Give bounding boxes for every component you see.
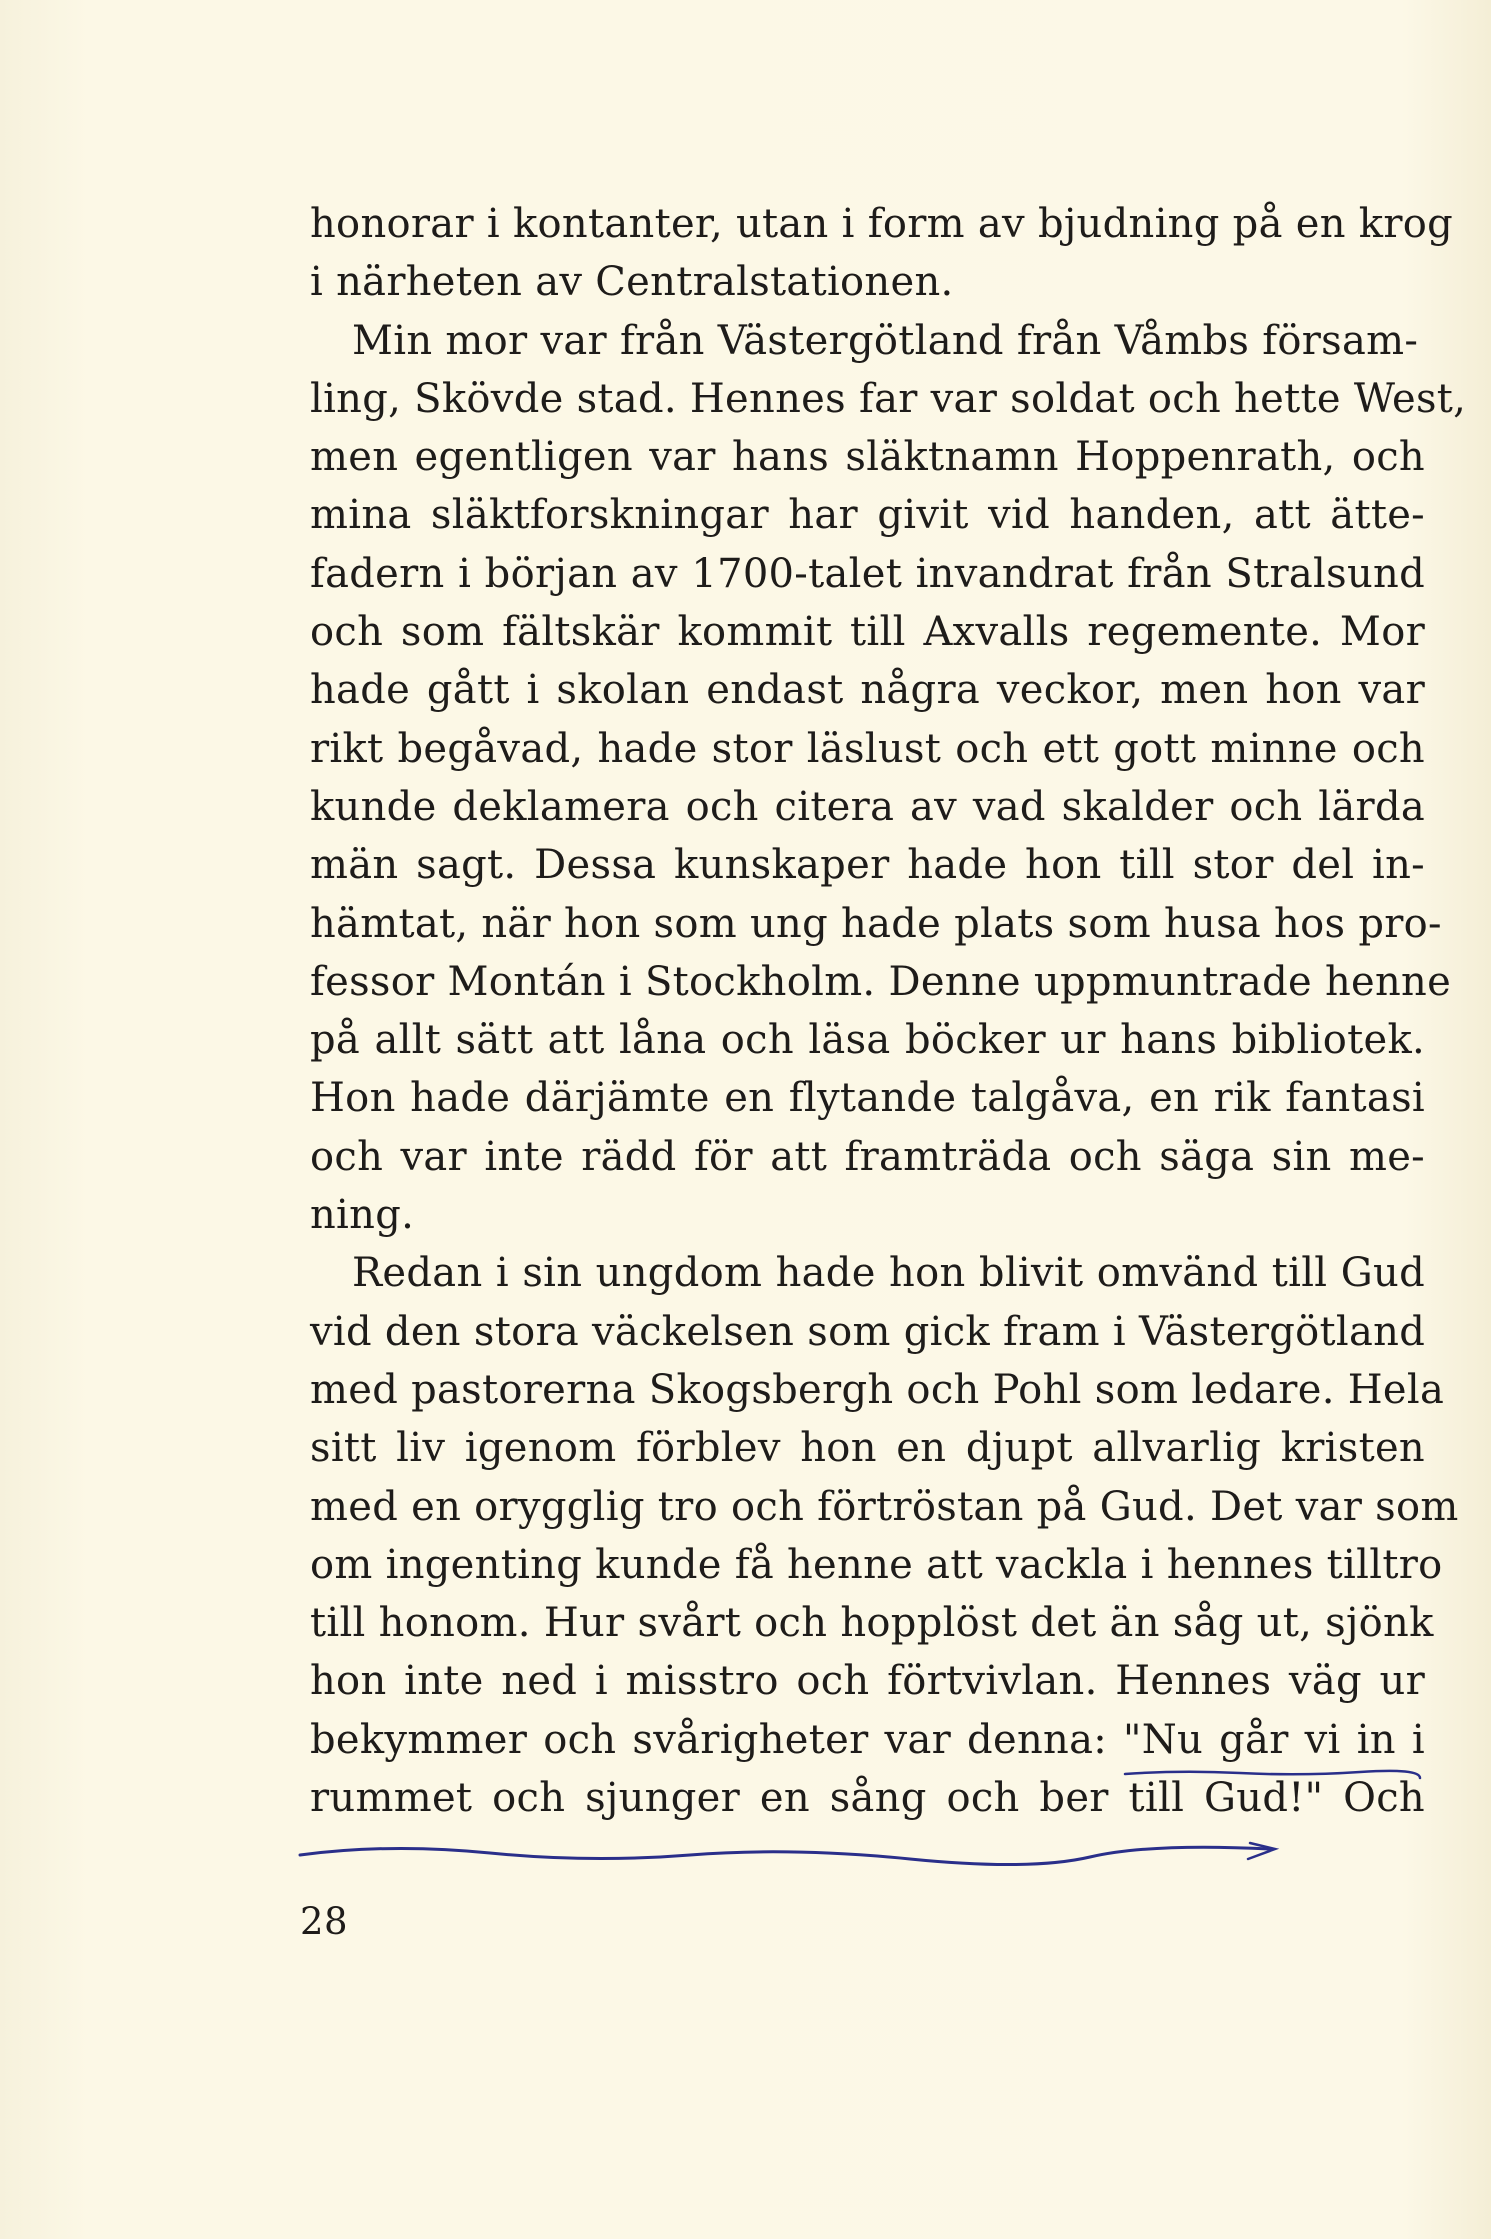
text-line: kunde deklamera och citera av vad skalder och lärda xyxy=(310,783,1425,830)
text-line: ning. xyxy=(310,1192,415,1239)
text-line: bekymmer och svårigheter var denna: "Nu går vi in i xyxy=(310,1716,1425,1763)
body-text xyxy=(310,195,1467,1827)
text-line: rummet och sjunger en sång och ber till Gud!" Och xyxy=(310,1775,1425,1822)
text-line: på allt sätt att låna och läsa böcker ur hans bibliotek. xyxy=(310,1017,1425,1064)
text-line: honorar i kontanter, utan i form av bjudning på en krog xyxy=(310,201,1454,247)
text-line: Hon hade därjämte en flytande talgåva, en rik fantasi xyxy=(310,1075,1425,1122)
text-line: hade gått i skolan endast några veckor, men hon var xyxy=(310,667,1425,714)
text-line: med en orygglig tro och förtröstan på Gud. Det var som xyxy=(310,1483,1459,1530)
text-line: rikt begåvad, hade stor läslust och ett gott minne och xyxy=(310,725,1425,772)
text-line: sitt liv igenom förblev hon en djupt allvarlig kristen xyxy=(310,1425,1425,1472)
text-line: Redan i sin ungdom hade hon blivit omvänd till Gud xyxy=(352,1250,1425,1297)
text-line: hämtat, när hon som ung hade plats som husa hos pro- xyxy=(310,900,1442,947)
text-line: med pastorerna Skogsbergh och Pohl som ledare. Hela xyxy=(310,1366,1445,1413)
text-line: om ingenting kunde få henne att vackla i hennes tilltro xyxy=(310,1541,1443,1588)
text-line: i närheten av Centralstationen. xyxy=(310,259,954,306)
text-line: ling, Skövde stad. Hennes far var soldat och hette West, xyxy=(310,375,1467,422)
text-line: och var inte rädd för att framträda och säga sin me- xyxy=(310,1133,1425,1180)
text-line: Min mor var från Västergötland från Våmbs försam- xyxy=(352,317,1419,364)
text-line: vid den stora väckelsen som gick fram i Västergötland xyxy=(310,1308,1426,1355)
handwritten-underline xyxy=(290,1835,1300,1875)
text-line: fadern i början av 1700-talet invandrat från Stralsund xyxy=(310,550,1425,597)
text-line: mina släktforskningar har givit vid handen, att ätte- xyxy=(310,492,1425,539)
page-number: 28 xyxy=(300,1900,349,1943)
text-line: hon inte ned i misstro och förtvivlan. Hennes väg ur xyxy=(310,1658,1425,1705)
text-line: män sagt. Dessa kunskaper hade hon till stor del in- xyxy=(310,842,1425,889)
text-line: till honom. Hur svårt och hopplöst det än såg ut, sjönk xyxy=(310,1600,1434,1647)
handwritten-underline-short xyxy=(1120,1760,1430,1790)
text-line: fessor Montán i Stockholm. Denne uppmuntrade henne xyxy=(310,958,1452,1005)
text-line: och som fältskär kommit till Axvalls regemente. Mor xyxy=(310,609,1425,656)
text-line: men egentligen var hans släktnamn Hoppenrath, och xyxy=(310,434,1425,481)
